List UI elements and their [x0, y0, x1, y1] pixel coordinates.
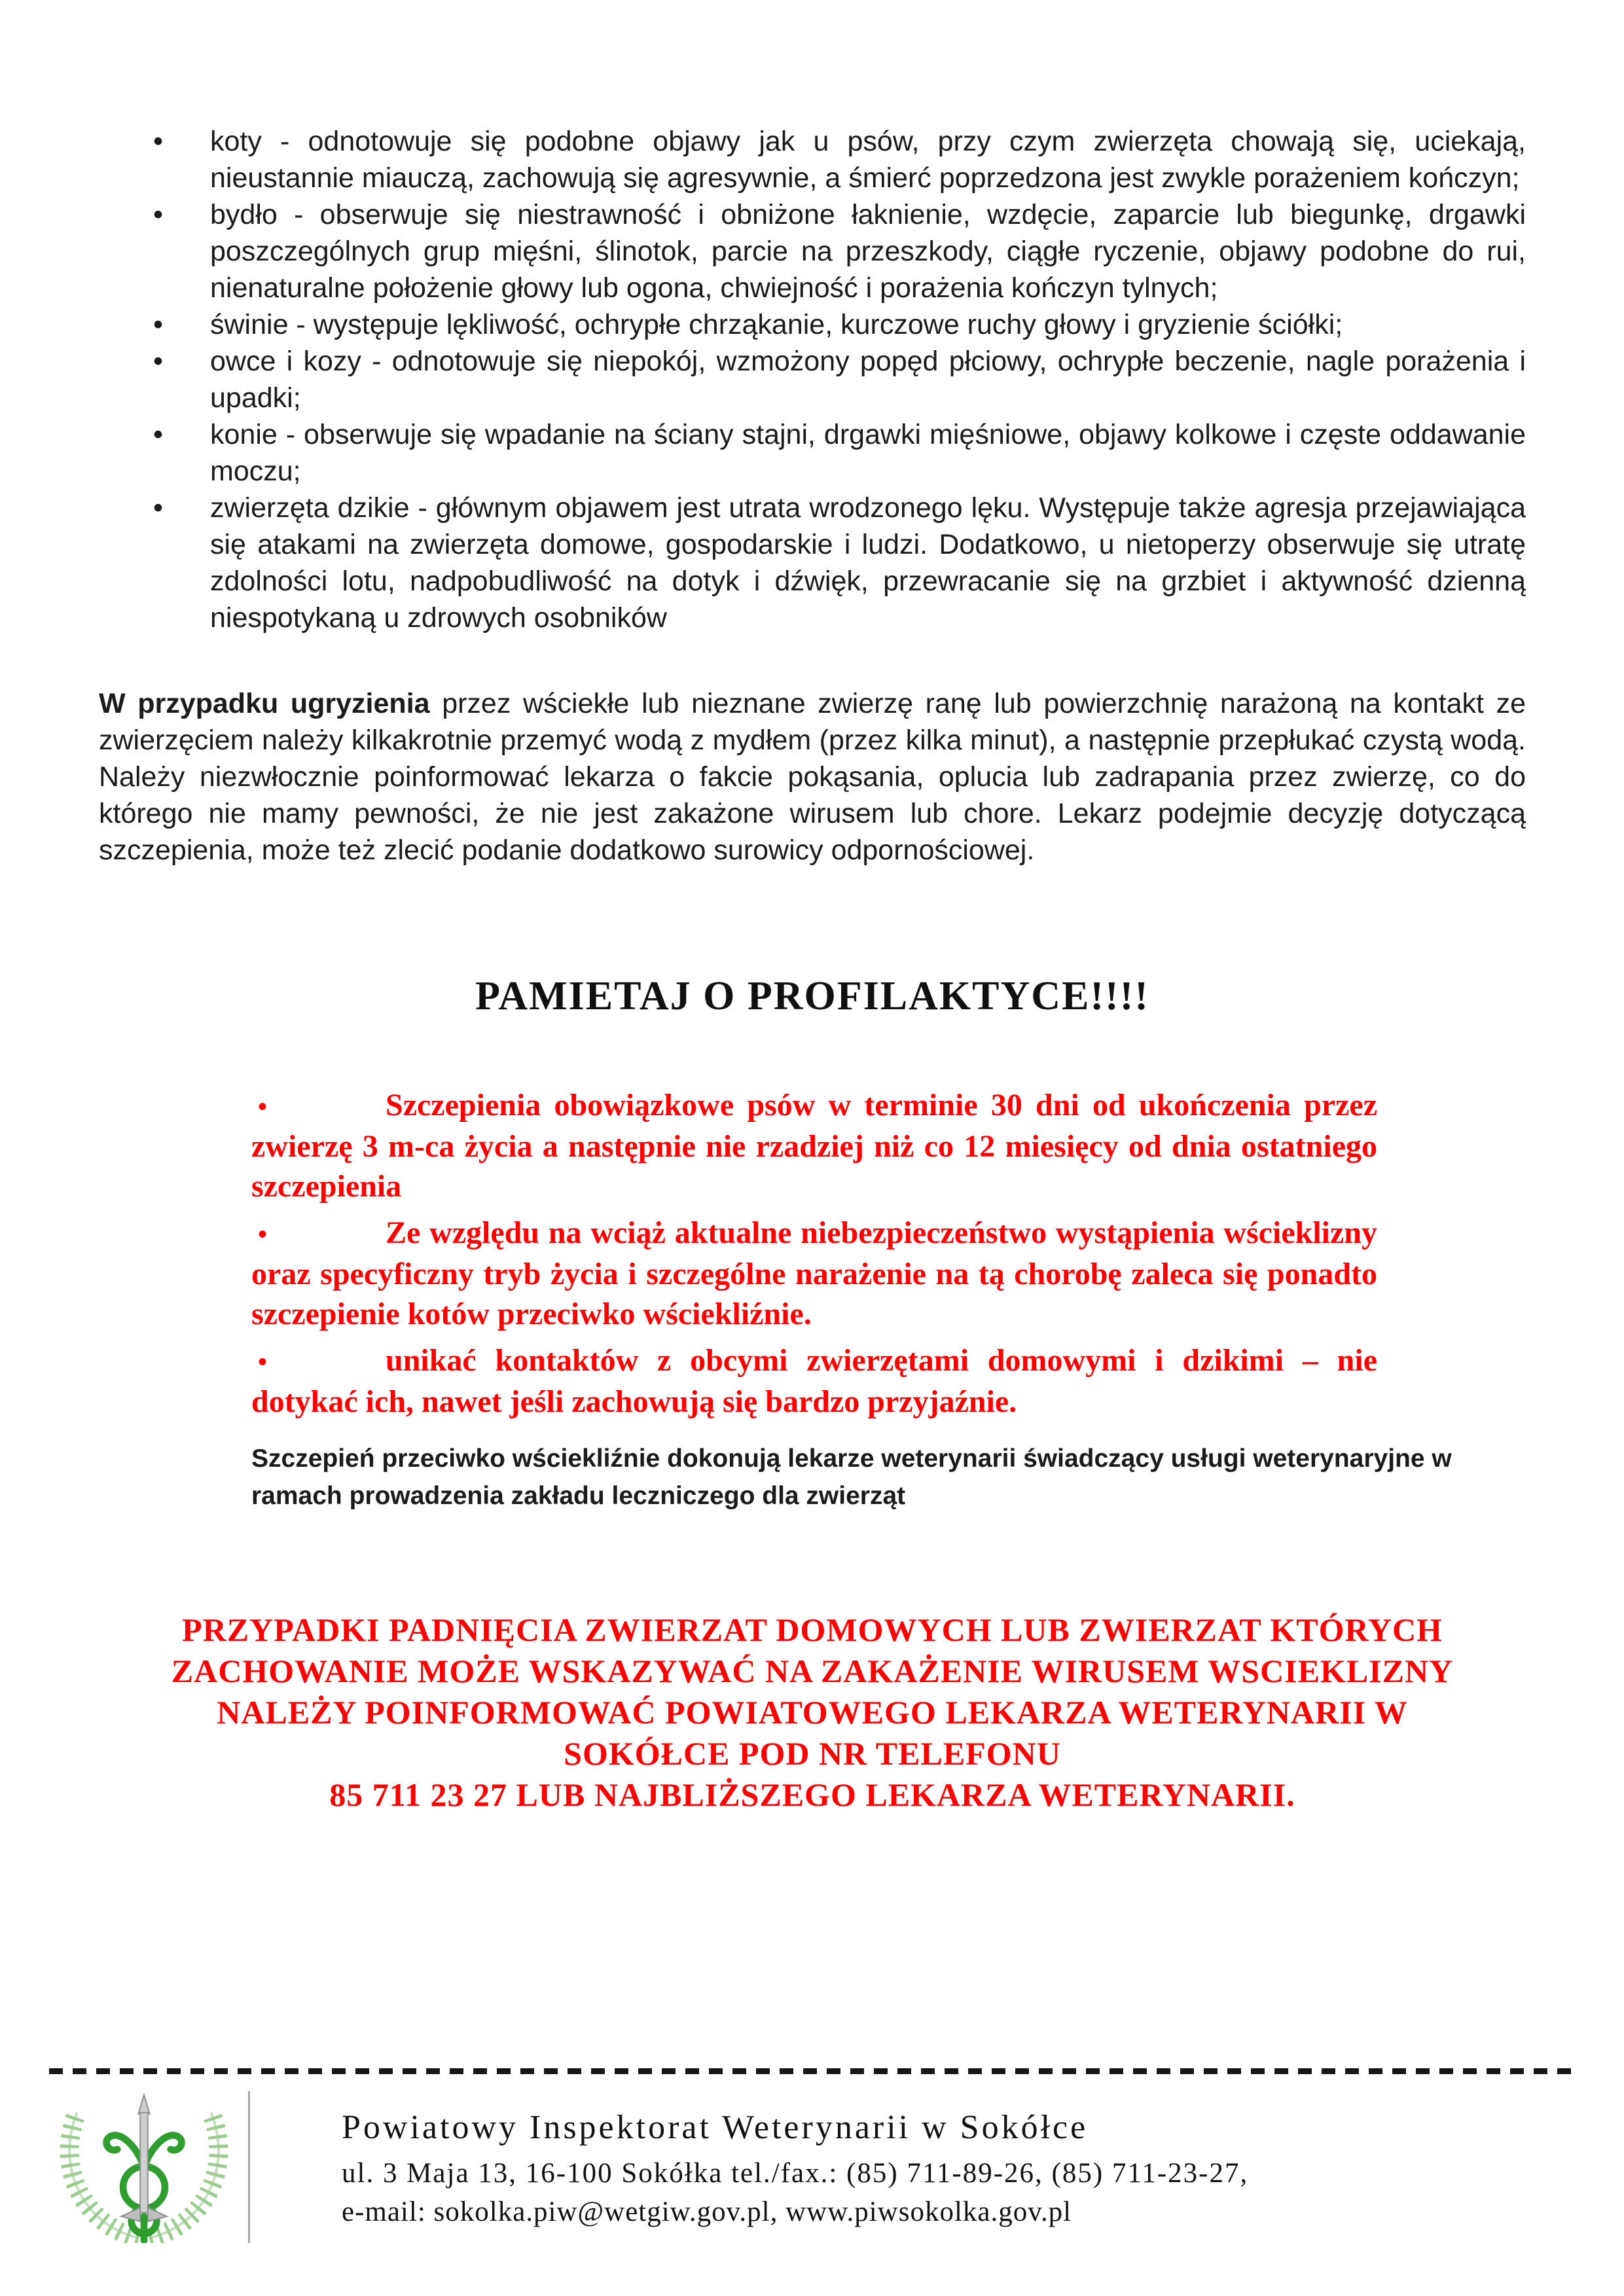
bullet-icon: • — [153, 492, 164, 524]
vaccination-note: Szczepień przeciwko wściekliźnie dokonują lekarze weterynarii świadczący usługi weterynaryjne w ramach prowadzenia zakładu leczniczego dla zwierząt — [251, 1444, 1452, 1510]
dashed-divider — [49, 2068, 1575, 2074]
prophylaxis-bullet-text: Ze względu na wciąż aktualne niebezpieczeństwo wystąpienia wścieklizny oraz specyficzny tryb życia i szczególne narażenie na tą chorobę zaleca się ponadto szczepienie kotów przeciwko wściekliźnie. — [251, 1215, 1377, 1331]
alert-line: PRZYPADKI PADNIĘCIA ZWIERZAT DOMOWYCH LUB ZWIERZAT KTÓRYCH — [182, 1611, 1443, 1648]
footer-text — [342, 2091, 1248, 2228]
list-item-text: zwierzęta dzikie - głównym objawem jest utrata wrodzonego lęku. Występuje także agresja przejawiająca się atakami na zwierzęta domowe, gospodarskie i ludzi. Dodatkowo, u nietoperzy obserwuje się utratę zdolności lotu, nadpobudliwość na dotyk i dźwięk, przewracanie się na grzbiet i aktywność dzienną niespotykaną u zdrowych osobników — [210, 492, 1526, 634]
list-item — [99, 416, 1526, 490]
footer-row — [49, 2091, 1575, 2243]
alert-line: ZACHOWANIE MOŻE WSKAZYWAĆ NA ZAKAŻENIE WIRUSEM WSCIEKLIZNY — [171, 1653, 1454, 1689]
bullet-icon: • — [153, 346, 164, 377]
org-contact: e-mail: sokolka.piw@wetgiw.gov.pl, www.piwsokolka.gov.pl — [342, 2197, 1072, 2227]
bite-paragraph-text: przez wściekłe lub nieznane zwierzę ranę lub powierzchnię narażoną na kontakt ze zwierzęciem należy kilkakrotnie przemyć wodą z mydłem (przez kilka minut), a następnie przepłukać czystą wodą. Należy niezwłocznie poinformować lekarza o fakcie pokąsania, oplucia lub zadrapania przez zwierzę, co do którego nie mamy pewności, że nie jest zakażone wirusem lub chore. Lekarz podejmie decyzję dotyczącą szczepienia, może też zlecić podanie dodatkowo surowicy odpornościowej. — [99, 688, 1526, 866]
symptoms-list — [99, 123, 1526, 636]
bullet-icon: • — [153, 419, 164, 450]
prophylaxis-bullet — [251, 1213, 1377, 1334]
list-item-text: świnie - występuje lękliwość, ochrypłe chrząkanie, kurczowe ruchy głowy i gryzienie ściółki; — [210, 309, 1343, 340]
bullet-icon: • — [153, 309, 164, 340]
list-item — [99, 490, 1526, 636]
prophylaxis-bullet-text: Szczepienia obowiązkowe psów w terminie 30 dni od ukończenia przez zwierzę 3 m-ca życia a następnie nie rzadziej niż co 12 miesięcy od dnia ostatniego szczepienia — [251, 1088, 1377, 1204]
list-item-text: konie - obserwuje się wpadanie na ściany stajni, drgawki mięśniowe, objawy kolkowe i częste oddawanie moczu; — [210, 419, 1526, 487]
bullet-icon: • — [258, 1219, 268, 1249]
footer-separator — [248, 2091, 250, 2243]
footer — [49, 2068, 1575, 2243]
org-name: Powiatowy Inspektorat Weterynarii w Sokółce — [342, 2109, 1089, 2146]
list-item — [99, 123, 1526, 196]
veterinary-caduceus-wreath-icon — [49, 2091, 239, 2243]
list-item — [99, 306, 1526, 343]
prophylaxis-bullet — [251, 1085, 1377, 1206]
bite-paragraph — [99, 685, 1526, 869]
list-item — [99, 196, 1526, 306]
list-item-text: bydło - obserwuje się niestrawność i obniżone łaknienie, wzdęcie, zaparcie lub biegunkę, drgawki poszczególnych grup mięśni, ślinotok, parcie na przeszkody, ciągłe ryczenie, objawy podobne do rui, nienaturalne położenie głowy lub ogona, chwiejność i porażenia kończyn tylnych; — [210, 199, 1526, 304]
bite-paragraph-lead: W przypadku ugryzienia — [99, 688, 430, 719]
bullet-icon: • — [153, 126, 164, 157]
prophylaxis-bullet-text: unikać kontaktów z obcymi zwierzętami domowymi i dzikimi – nie dotykać ich, nawet jeśli zachowują się bardzo przyjaźnie. — [251, 1343, 1377, 1419]
alert-line: NALEŻY POINFORMOWAĆ POWIATOWEGO LEKARZA WETERYNARII W — [217, 1694, 1408, 1731]
list-item-text: owce i kozy - odnotowuje się niepokój, wzmożony popęd płciowy, ochrypłe beczenie, nagle porażenia i upadki; — [210, 346, 1526, 414]
alert-banner — [99, 1609, 1526, 1816]
org-address: ul. 3 Maja 13, 16-100 Sokółka tel./fax.: (85) 711-89-26, (85) 711-23-27, — [342, 2158, 1249, 2189]
alert-line: 85 711 23 27 LUB NAJBLIŻSZEGO LEKARZA WETERYNARII. — [329, 1776, 1295, 1813]
list-item — [99, 343, 1526, 416]
prophylaxis-bullet — [251, 1340, 1377, 1422]
list-item-text: koty - odnotowuje się podobne objawy jak u psów, przy czym zwierzęta chowają się, uciekają, nieustannie miauczą, zachowują się agresywnie, a śmierć poprzedzona jest zwykle porażeniem kończyn; — [210, 126, 1526, 194]
bullet-icon: • — [258, 1092, 268, 1121]
prophylaxis-bullet-list — [251, 1085, 1377, 1422]
bullet-icon: • — [153, 199, 164, 230]
alert-line: SOKÓŁCE POD NR TELEFONU — [564, 1735, 1061, 1772]
prophylaxis-heading: PAMIETAJ O PROFILAKTYCE!!!! — [475, 974, 1149, 1018]
bullet-icon: • — [258, 1347, 268, 1376]
